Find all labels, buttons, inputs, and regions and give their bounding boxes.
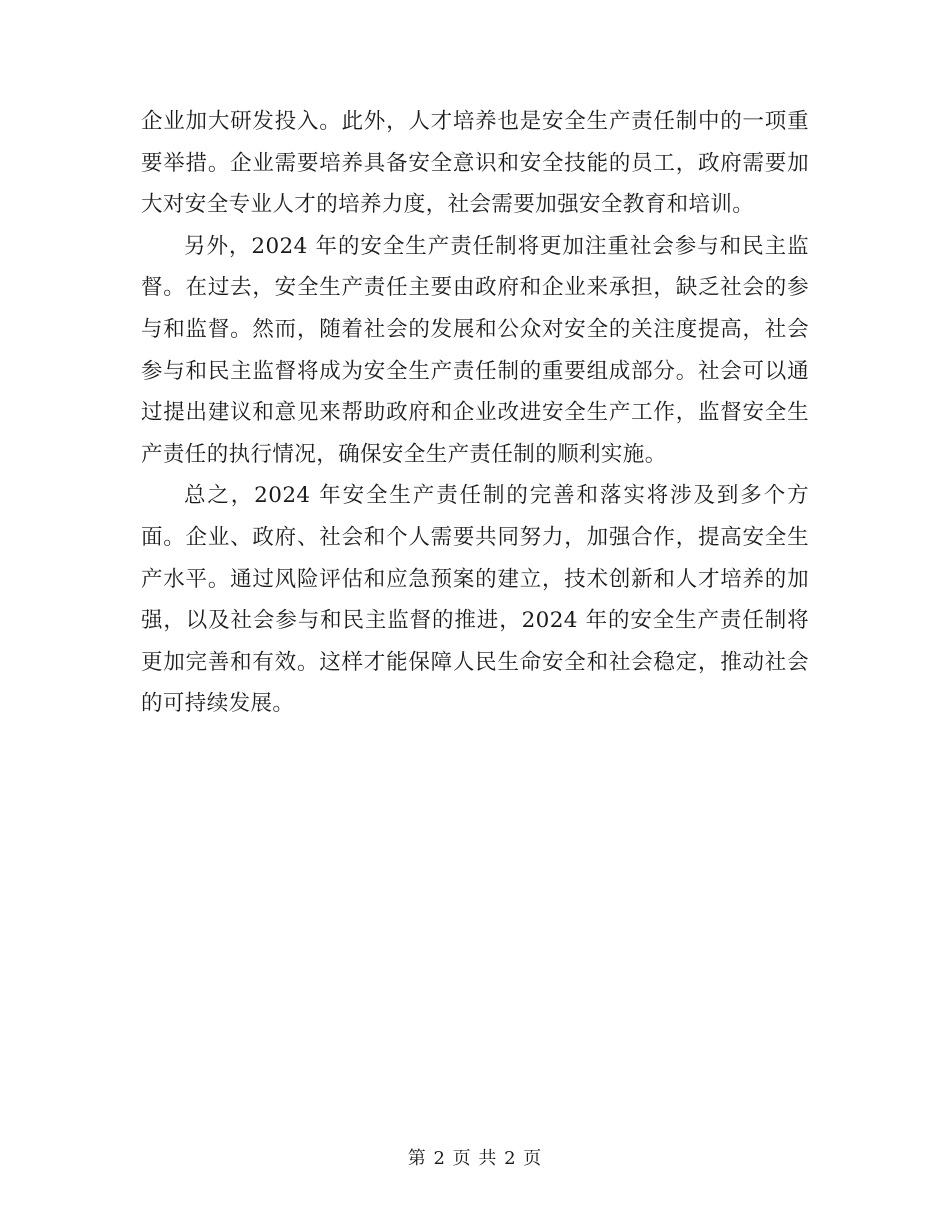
page-number-footer: 第 2 页 共 2 页 <box>407 1148 543 1169</box>
paragraph-conclusion: 总之，2024 年安全生产责任制的完善和落实将涉及到多个方面。企业、政府、社会和个人需要共同努力，加强合作，提高安全生产水平。通过风险评估和应急预案的建立，技术创新和人才培养的加强，以及社会参与和民主监督的推进，2024 年的安全生产责任制将更加完善和有效。这样才能保障人民生命安全和社会稳定，推动社会的可持续发展。 <box>141 483 809 717</box>
document-body <box>141 101 809 725</box>
paragraph-talent-training: 企业加大研发投入。此外，人才培养也是安全生产责任制中的一项重要举措。企业需要培养具备安全意识和安全技能的员工，政府需要加大对安全专业人才的培养力度，社会需要加强安全教育和培训。 <box>141 109 809 218</box>
paragraph-social-participation: 另外，2024 年的安全生产责任制将更加注重社会参与和民主监督。在过去，安全生产责任主要由政府和企业来承担，缺乏社会的参与和监督。然而，随着社会的发展和公众对安全的关注度提高，社会参与和民主监督将成为安全生产责任制的重要组成部分。社会可以通过提出建议和意见来帮助政府和企业改进安全生产工作，监督安全生产责任的执行情况，确保安全生产责任制的顺利实施。 <box>141 233 809 467</box>
